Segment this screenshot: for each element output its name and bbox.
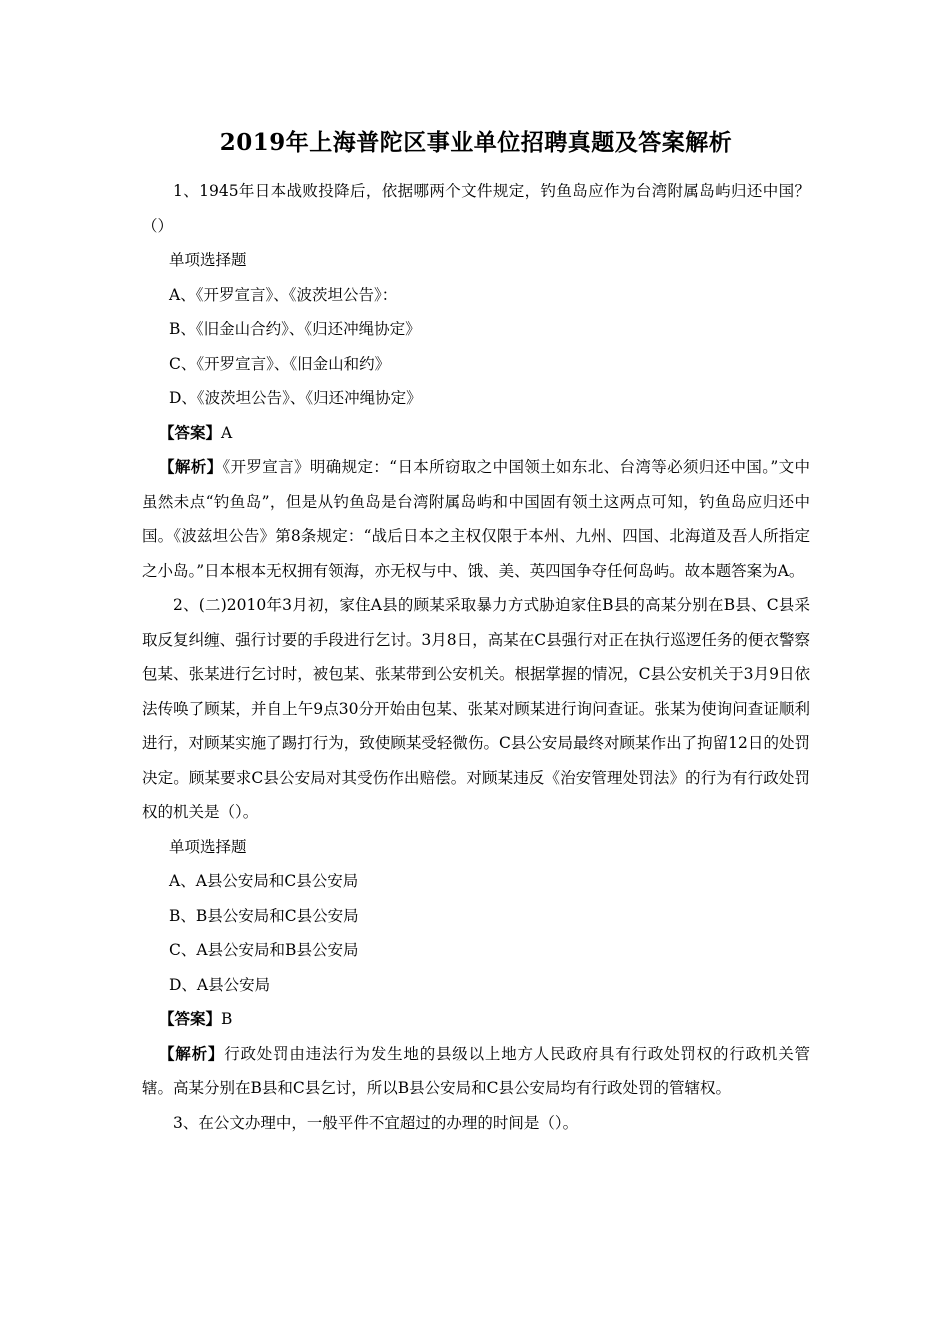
question-stem: 2、(二)2010年3月初，家住A县的顾某采取暴力方式胁迫家住B县的高某分别在B县、C县采取反复纠缠、强行讨要的手段进行乞讨。3月8日，高某在C县强行对正在执行巡逻任务的便衣警察包某、张某进行乞讨时，被包某、张某带到公安机关。根据掌握的情况，C县公安机关于3月9日依法传唤了顾某，并自上午9点30分开始由包某、张某对顾某进行询问查证。张某为使询问查证顺利进行，对顾某实施了踢打行为，致使顾某受轻微伤。C县公安局最终对顾某作出了拘留12日的处罚决定。顾某要求C县公安局对其受伤作出赔偿。对顾某违反《治安管理处罚法》的行为有行政处罚权的机关是（）。 [142,596,810,821]
analysis-text: 《开罗宣言》明确规定：“日本所窃取之中国领土如东北、台湾等必须归还中国。”文中虽然未点“钓鱼岛”，但是从钓鱼岛是台湾附属岛屿和中国固有领土这两点可知，钓鱼岛应归还中国。《波兹坦公告》第8条规定：“战后日本之主权仅限于本州、九州、四国、北海道及吾人所指定之小岛。”日本根本无权拥有领海，亦无权与中、饿、美、英四国争夺任何岛屿。故本题答案为A。 [142,458,810,580]
page-title: 2019年上海普陀区事业单位招聘真题及答案解析 [219,129,733,156]
option-c: C、A县公安局和B县公安局 [169,941,359,959]
option-c: C、《开罗宣言》、《旧金山和约》 [169,354,391,373]
analysis-label: 【解析】 [159,1043,225,1063]
question-stem: 3、在公文办理中，一般平件不宜超过的办理的时间是（）。 [173,1113,579,1132]
answer-value: A [221,423,233,442]
question-type: 单项选择题 [169,251,247,269]
analysis-text: 行政处罚由违法行为发生地的县级以上地方人民政府具有行政处罚权的行政机关管辖。高某分别在B县和C县乞讨，所以B县公安局和C县公安局均有行政处罚的管辖权。 [142,1044,810,1097]
question-stem: 1、1945年日本战败投降后，依据哪两个文件规定，钓鱼岛应作为台湾附属岛屿归还中国？（） [142,182,810,235]
option-a: A、《开罗宣言》、《波茨坦公告》： [169,285,398,304]
option-b: B、《旧金山合约》、《归还冲绳协定》 [169,320,421,338]
option-a: A、A县公安局和C县公安局 [169,872,359,890]
answer-label: 【答案】 [159,422,222,442]
question-1 [142,174,810,588]
answer-line [142,1002,810,1037]
question-2 [142,588,810,1106]
answer-line [142,416,810,451]
analysis-paragraph [142,1037,810,1106]
analysis-paragraph [142,450,810,588]
analysis-label: 【解析】 [159,457,223,476]
answer-label: 【答案】 [159,1009,222,1028]
option-d: D、A县公安局 [169,975,271,994]
answer-value: B [221,1010,233,1028]
option-b: B、B县公安局和C县公安局 [169,906,359,925]
question-3 [142,1106,810,1141]
question-type: 单项选择题 [169,837,247,856]
option-d: D、《波茨坦公告》、《归还冲绳协定》 [169,389,422,407]
